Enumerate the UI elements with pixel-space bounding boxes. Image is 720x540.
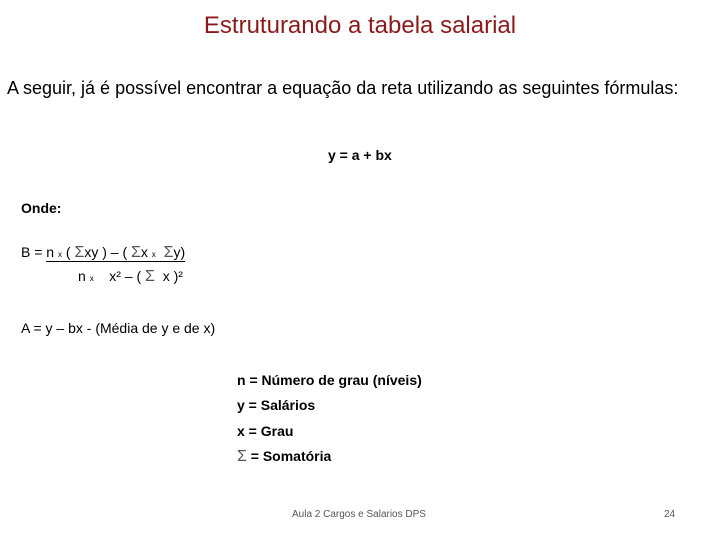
times-symbol: x: [57, 250, 62, 259]
main-equation: y = a + bx: [328, 147, 392, 163]
b-formula-n: n: [46, 244, 55, 260]
times-symbol: x: [151, 250, 156, 259]
sigma-icon: Σ: [145, 268, 155, 285]
onde-label: Onde:: [21, 200, 62, 216]
b-formula-denominator: [78, 268, 183, 286]
footer-text: Aula 2 Cargos e Salarios DPS: [292, 509, 426, 520]
sigma-icon: Σ: [163, 244, 174, 261]
legend-sigma-text: = Somatória: [250, 448, 332, 464]
sigma-icon: Σ: [237, 448, 247, 465]
numerator-part-d: y): [173, 244, 186, 260]
b-formula-n: n: [78, 268, 86, 284]
legend-x: x = Grau: [237, 423, 294, 439]
b-formula-lhs: B =: [21, 244, 47, 260]
page-number: 24: [664, 509, 676, 520]
denominator-part-a: x² – (: [109, 268, 142, 284]
numerator-part-a: (: [65, 244, 71, 260]
numerator-part-b: xy ) – (: [84, 244, 128, 260]
b-formula-numerator: [21, 244, 185, 262]
intro-paragraph: A seguir, já é possível encontrar a equação da reta utilizando as seguintes fórmulas:: [7, 78, 679, 98]
legend-n: n = Número de grau (níveis): [237, 372, 422, 388]
numerator-part-c: x: [140, 244, 148, 260]
legend-sigma: [237, 448, 331, 466]
denominator-part-b: x )²: [162, 268, 183, 284]
sigma-icon: Σ: [131, 244, 141, 261]
a-formula: A = y – bx - (Média de y e de x): [21, 320, 216, 336]
times-symbol: x: [89, 274, 94, 283]
legend-y: y = Salários: [237, 397, 316, 413]
slide-title: Estruturando a tabela salarial: [203, 12, 517, 39]
sigma-icon: Σ: [74, 244, 85, 261]
